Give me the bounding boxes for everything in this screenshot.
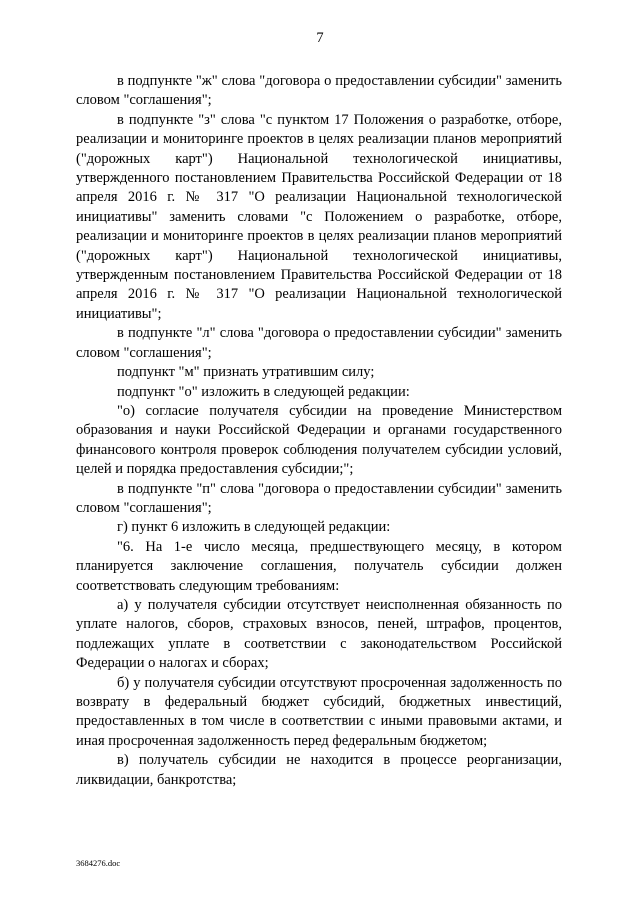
paragraph: "6. На 1-е число месяца, предшествующего месяцу, в котором планируется заключение соглашения, получатель субсидии должен соответствовать следующим требованиям: bbox=[76, 538, 562, 594]
paragraph: в подпункте "п" слова "договора о предоставлении субсидии" заменить словом "соглашения"; bbox=[76, 480, 562, 516]
paragraph: г) пункт 6 изложить в следующей редакции: bbox=[117, 519, 391, 536]
paragraph: подпункт "о" изложить в следующей редакции: bbox=[117, 383, 410, 400]
paragraph: в подпункте "л" слова "договора о предоставлении субсидии" заменить словом "соглашения"; bbox=[76, 325, 562, 361]
document-filename: 3684276.doc bbox=[76, 858, 121, 868]
paragraph: подпункт "м" признать утратившим силу; bbox=[117, 364, 375, 381]
paragraph: "о) согласие получателя субсидии на проведение Министерством образования и науки Российской Федерации и органами государственного финансового контроля проверок соблюдения получателем субсидии условий, целей и порядка предоставления субсидии;"; bbox=[76, 402, 562, 478]
document-body bbox=[76, 72, 562, 790]
paragraph: а) у получателя субсидии отсутствует неисполненная обязанность по уплате налогов, сборов, страховых взносов, пеней, штрафов, процентов, подлежащих уплате в соответствии с законодательством Российской Федерации о налогах и сборах; bbox=[76, 596, 562, 672]
page-number: 7 bbox=[316, 30, 324, 46]
paragraph: в) получатель субсидии не находится в процессе реорганизации, ликвидации, банкротства; bbox=[76, 752, 562, 788]
paragraph: в подпункте "з" слова "с пунктом 17 Положения о разработке, отборе, реализации и мониторинге проектов в целях реализации планов мероприятий ("дорожных карт") Национальной технологической инициативы, утвержденного постановлением Правительства Российской Федерации от 18 апреля 2016 г. № 317 "О реализации Национальной технологической инициативы" заменить словами "с Положением о разработке, отборе, реализации и мониторинге проектов в целях реализации планов мероприятий ("дорожных карт") Национальной технологической инициативы, утвержденным постановлением Правительства Российской Федерации от 18 апреля 2016 г. № 317 "О реализации Национальной технологической инициативы"; bbox=[76, 111, 562, 322]
paragraph: б) у получателя субсидии отсутствуют просроченная задолженность по возврату в федеральный бюджет субсидий, бюджетных инвестиций, предоставленных в том числе в соответствии с иными правовыми актами, и иная просроченная задолженность перед федеральным бюджетом; bbox=[76, 674, 562, 749]
paragraph: в подпункте "ж" слова "договора о предоставлении субсидии" заменить словом "соглашения"; bbox=[76, 73, 562, 109]
